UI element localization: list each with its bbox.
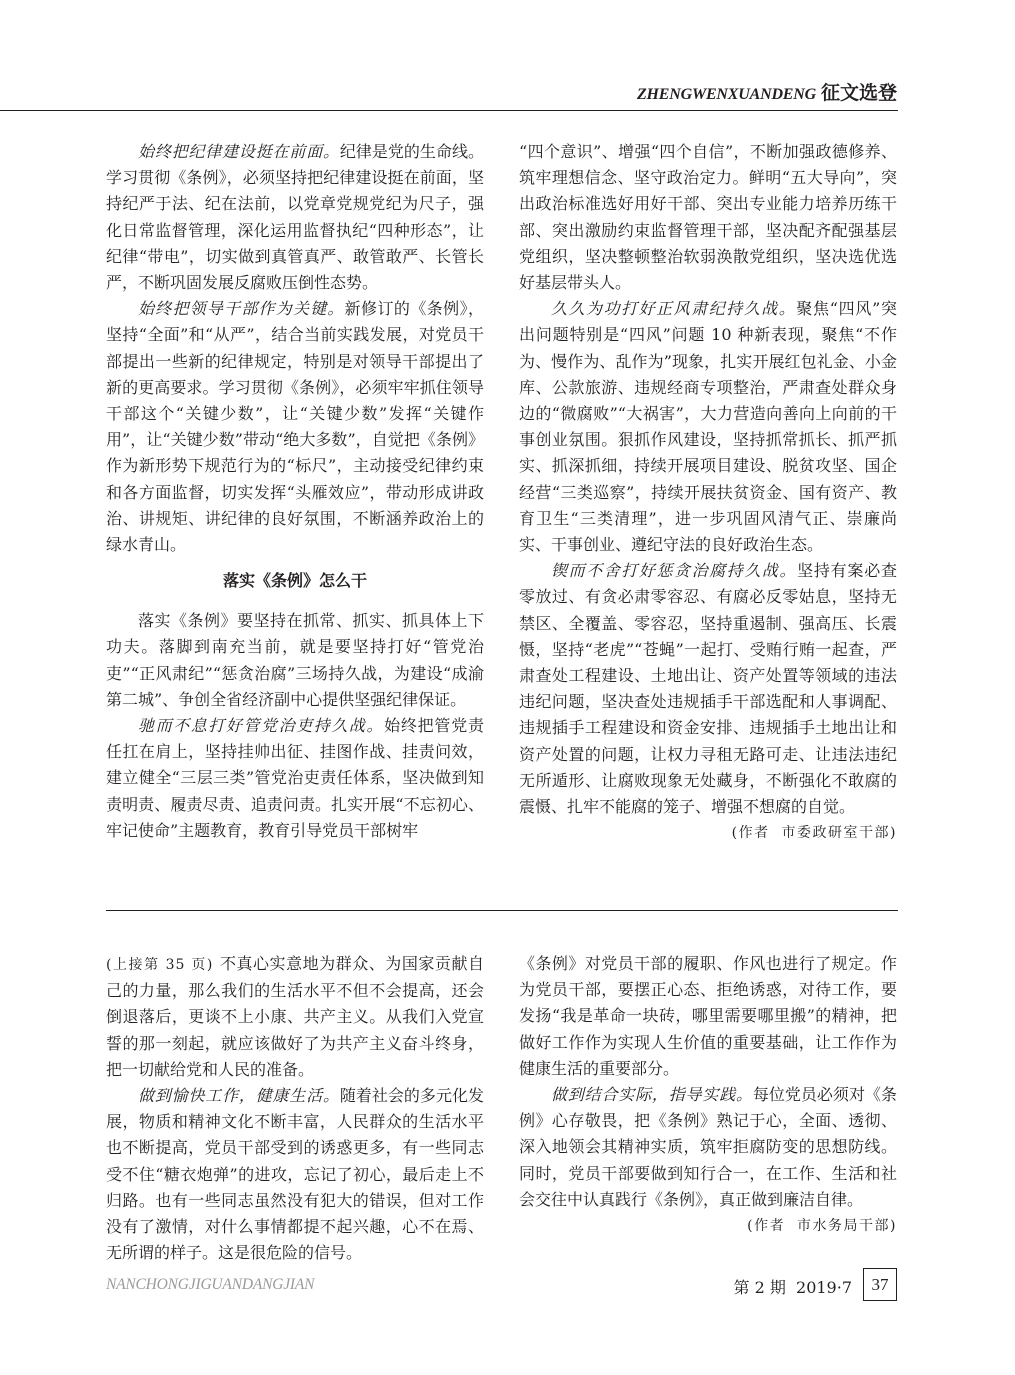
bottom-article-right-column (519, 951, 897, 1239)
paragraph (106, 1083, 484, 1266)
paragraph-lead: 做到愉快工作，健康生活。 (138, 1086, 340, 1106)
paragraph (106, 296, 484, 558)
paragraph (519, 558, 897, 820)
paragraph-lead: 始终把领导干部作为关键。 (138, 299, 345, 319)
continued-from-note: (上接第 35 页) (106, 957, 214, 973)
paragraph-text: 纪律是党的生命线。学习贯彻《条例》，必须坚持把纪律建设挺在前面，坚持纪严于法、纪在法前，以党章党规党纪为尺子，强化日常监督管理，深化运用监督执纪“四种形态”，让纪律“带电”，切实做到真管真严、敢管敢严、长管长严，不断巩固发展反腐败压倒性态势。 (106, 142, 484, 293)
magazine-name: NANCHONGJIGUANDANGJIAN (106, 1276, 315, 1293)
header-divider (0, 110, 898, 111)
paragraph-lead: 锲而不舍打好惩贪治腐持久战。 (551, 561, 798, 581)
paragraph (106, 139, 484, 296)
paragraph-text: 不真心实意地为群众、为国家贡献自己的力量，那么我们的生活水平不但不会提高，还会倒退落后，更谈不上小康、共产主义。从我们入党宣誓的那一刻起，就应该做好了为共产主义奋斗终身，把一切献给党和人民的准备。 (106, 954, 484, 1079)
section-pinyin: ZHENGWENXUANDENG (636, 86, 816, 103)
paragraph-continuation (519, 951, 897, 1082)
paragraph-lead: 做到结合实际，指导实践。 (551, 1085, 753, 1105)
paragraph-text: 随着社会的多元化发展，物质和精神文化不断丰富，人民群众的生活水平也不断提高，党员干部受到的诱惑更多，有一些同志受不住“糖衣炮弹”的进攻，忘记了初心，最后走上不归路。也有一些同志虽然没有犯大的错误，但对工作没有了激情，对什么事情都提不起兴趣，心不在焉、无所谓的样子。这是很危险的信号。 (106, 1086, 484, 1263)
paragraph-text: “四个意识”、增强“四个自信”，不断加强政德修养、筑牢理想信念、坚守政治定力。鲜明“五大导向”，突出政治标准选好用好干部、突出专业能力培养历练干部、突出激励约束监督管理干部，坚决配齐配强基层党组织，坚决整顿整治软弱涣散党组织，坚决选优选好基层带头人。 (519, 142, 897, 293)
paragraph-text: 聚焦“四风”突出问题特别是“四风”问题 10 种新表现，聚焦“不作为、慢作为、乱作为”现象，扎实开展红包礼金、小金库、公款旅游、违规经商专项整治，严肃查处群众身边的“微腐败”“大祸害”，大力营造向善向上向前的干事创业氛围。狠抓作风建设，坚持抓常抓长、抓严抓实、抓深抓细，持续开展项目建设、脱贫攻坚、国企经营“三类巡察”，持续开展扶贫资金、国有资产、教育卫生“三类清理”，进一步巩固风清气正、崇廉尚实、干事创业、遵纪守法的良好政治生态。 (519, 299, 897, 555)
page-number: 37 (863, 1268, 897, 1301)
paragraph-text: 坚持有案必查零放过、有贪必肃零容忍、有腐必反零姑息，坚持无禁区、全覆盖、零容忍，坚持重遏制、强高压、长震慑，坚持“老虎”“苍蝇”一起打、受贿行贿一起查，严肃查处工程建设、土地出让、资产处置等领域的违法违纪问题，坚决查处违规插手干部选配和人事调配、违规插手工程建设和资金安排、违规插手土地出让和资产处置的问题，让权力寻租无路可走、让违法违纪无所遁形、让腐败现象无处藏身，不断强化不敢腐的震慑、扎牢不能腐的笼子、增强不想腐的自觉。 (519, 561, 897, 817)
top-article-left-column (106, 139, 484, 844)
paragraph (106, 608, 484, 713)
paragraph-continuation (106, 951, 484, 1083)
paragraph-lead: 驰而不息打好管党治吏持久战。 (138, 716, 385, 736)
paragraph-lead: 久久为功打好正风肃纪持久战。 (551, 299, 797, 319)
paragraph (106, 713, 484, 844)
paragraph (519, 1082, 897, 1213)
paragraph-continuation (519, 139, 897, 296)
paragraph-text: 《条例》对党员干部的履职、作风也进行了规定。作为党员干部，要摆正心态、拒绝诱惑，对待工作，要发扬“我是革命一块砖，哪里需要哪里搬”的精神，把做好工作作为实现人生价值的重要基础，让工作作为健康生活的重要部分。 (519, 954, 897, 1078)
section-header (637, 78, 897, 105)
issue-info: 第 2 期 2019·7 (733, 1278, 852, 1297)
author-credit: (作者 市水务局干部) (747, 1218, 897, 1235)
article-divider (106, 910, 898, 911)
paragraph-text: 始终把管党责任扛在肩上，坚持挂帅出征、挂图作战、挂责问效，建立健全“三层三类”管党治吏责任体系，坚决做到知责明责、履责尽责、追责问责。扎实开展“不忘初心、牢记使命”主题教育，教育引导党员干部树牢 (106, 716, 484, 840)
paragraph-text: 每位党员必须对《条例》心存敬畏，把《条例》熟记于心，全面、透彻、深入地领会其精神实质，筑牢拒腐防变的思想防线。同时，党员干部要做到知行合一，在工作、生活和社会交往中认真践行《条例》，真正做到廉洁自律。 (519, 1085, 897, 1209)
paragraph (519, 296, 897, 558)
paragraph-lead: 始终把纪律建设挺在前面。 (138, 142, 340, 161)
section-title: 征文选登 (820, 82, 897, 104)
paragraph-text: 落实《条例》要坚持在抓常、抓实、抓具体上下功夫。落脚到南充当前，就是要坚持打好“管党治吏”“正风肃纪”“惩贪治腐”三场持久战，为建设“成渝第二城”、争创全省经济副中心提供坚强纪律保证。 (106, 611, 484, 709)
subsection-heading: 落实《条例》怎么干 (222, 571, 367, 591)
bottom-article-left-column (106, 951, 484, 1266)
author-credit: (作者 市委政研室干部) (731, 825, 897, 842)
paragraph-text: 新修订的《条例》，坚持“全面”和“从严”，结合当前实践发展，对党员干部提出一些新的纪律规定，特别是对领导干部提出了新的更高要求。学习贯彻《条例》，必须牢牢抓住领导干部这个“关键少数”，让“关键少数”发挥“关键作用”，让“关键少数”带动“绝大多数”，自觉把《条例》作为新形势下规范行为的“标尺”，主动接受纪律约束和各方面监督，切实发挥“头雁效应”，带动形成讲政治、讲规矩、讲纪律的良好氛围，不断涵养政治上的绿水青山。 (106, 299, 484, 555)
top-article-right-column (519, 139, 897, 846)
